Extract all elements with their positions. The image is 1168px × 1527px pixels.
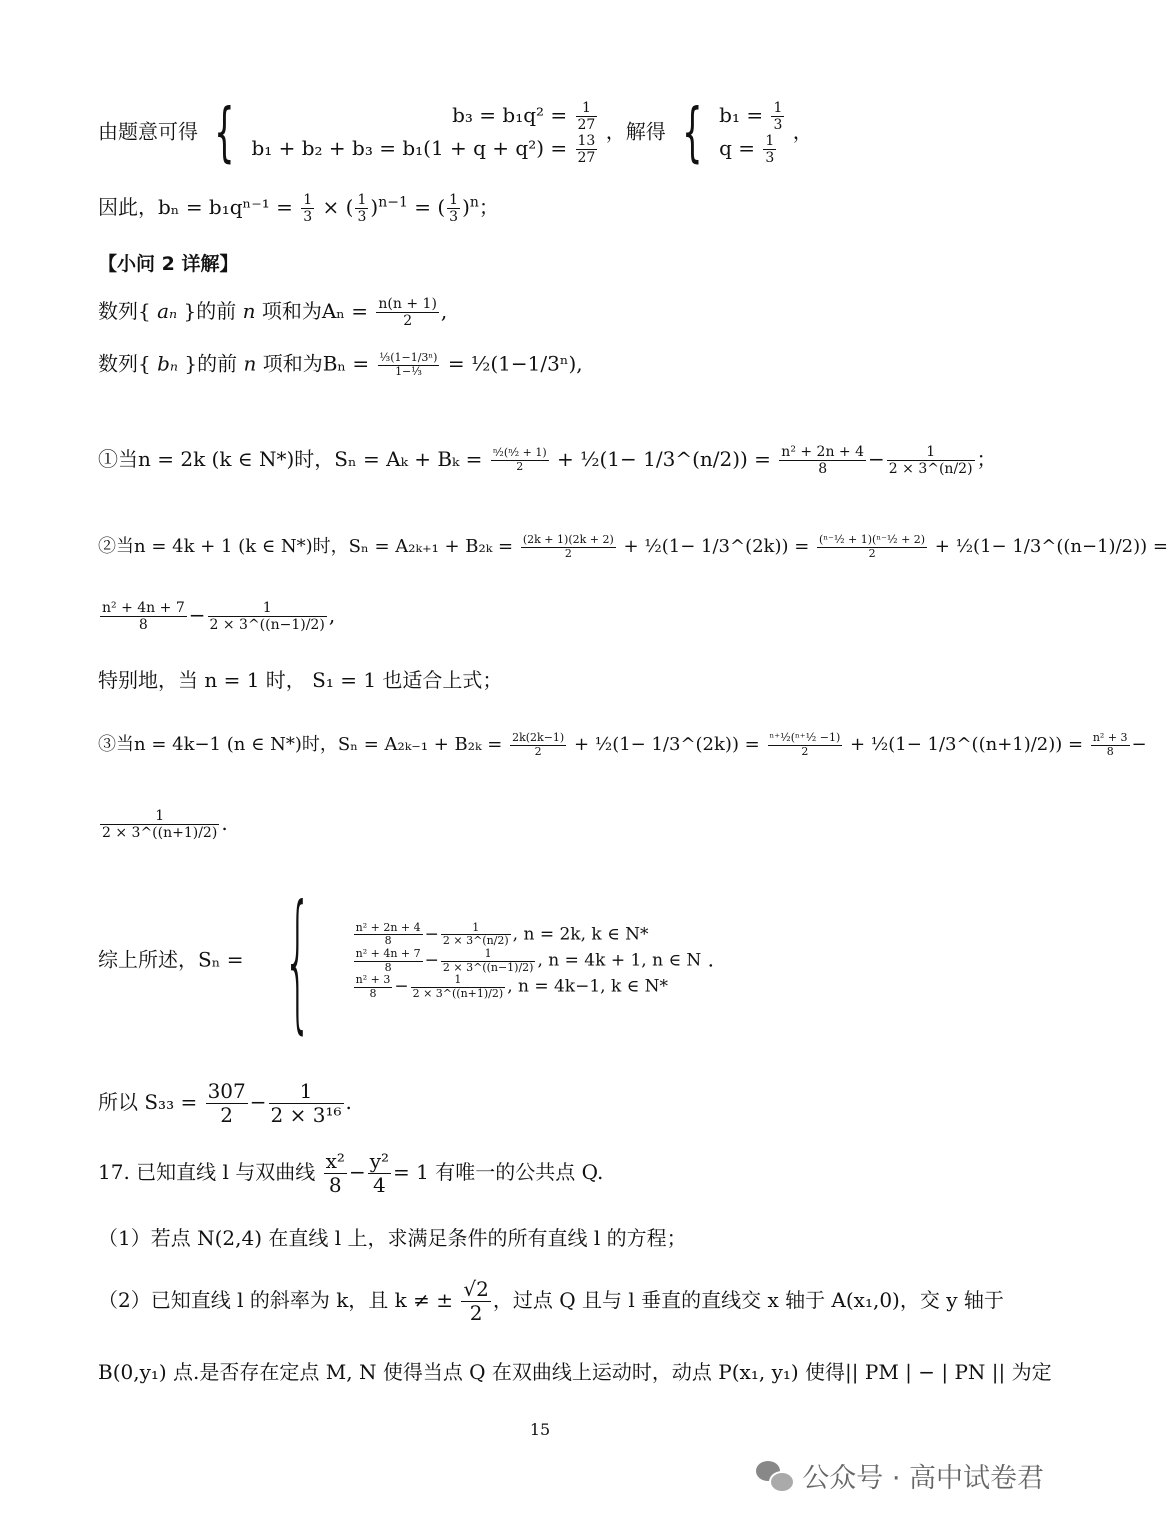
equation: b₁ + b₂ + b₃ = b₁(1 + q + q²) = xyxy=(251,136,574,161)
case2-line xyxy=(98,534,1168,560)
text: ，过点 Q 且与 l 垂直的直线交 x 轴于 A(x₁,0)，交 y 轴于 xyxy=(492,1288,1004,1312)
text: ， xyxy=(792,119,813,144)
special-case-line: 特别地，当 n = 1 时， S₁ = 1 也适合上式； xyxy=(98,668,503,692)
left-brace: { xyxy=(682,96,703,171)
text: 的前 xyxy=(197,351,238,376)
wechat-icon xyxy=(756,1459,794,1493)
fraction: $\frac{\text{n² + 4n + 7}}{8}$ xyxy=(355,946,421,974)
text: . xyxy=(707,947,715,972)
text: 由题意可得 xyxy=(98,119,198,144)
equation: ①当n = 2k (k ∈ N*)时，Sₙ = Aₖ + Bₖ = xyxy=(98,447,489,472)
fraction: $\frac{\text{n² + 3}}{8}$ xyxy=(355,973,391,1000)
operator: − xyxy=(348,1160,366,1184)
equation: ③当n = 4k−1 (n ∈ N*)时，Sₙ = A₂ₖ₋₁ + B₂ₖ = xyxy=(98,734,509,756)
condition: , n = 4k−1, k ∈ N* xyxy=(507,976,669,997)
fraction: $\frac{√2}{2}$ xyxy=(463,1277,489,1325)
fraction: $\frac{(2k + 1)(2k + 2)}{2}$ xyxy=(522,533,614,560)
equation: (1−1/3ⁿ) xyxy=(490,351,577,376)
fraction: $\frac{1}{3}$ xyxy=(449,192,459,226)
variable: aₙ xyxy=(157,299,178,324)
text: ； xyxy=(976,447,997,472)
operator: = xyxy=(441,351,471,376)
equation: 所以 S₃₃ = xyxy=(98,1090,204,1114)
text: 17. 已知直线 l 与双曲线 xyxy=(98,1160,322,1184)
left-brace: { xyxy=(214,96,235,171)
text: . xyxy=(345,1090,352,1114)
case2-result-line xyxy=(98,600,335,633)
variable: n xyxy=(242,299,256,324)
equation-system xyxy=(251,100,599,166)
fraction: $\frac{2k(2k-1)}{2}$ xyxy=(512,731,565,758)
text: 数列 xyxy=(98,351,138,376)
fraction: $\frac{1}{2 \times 3\^{}((n-1)/2)}$ xyxy=(442,946,534,974)
solution-system xyxy=(719,100,786,166)
equation: bₙ = b₁qⁿ⁻¹ = xyxy=(158,195,300,220)
operator: = xyxy=(407,195,438,220)
s33-line xyxy=(98,1080,352,1127)
watermark xyxy=(756,1456,1044,1495)
text: 因此， xyxy=(98,195,158,220)
text: 的前 xyxy=(196,299,237,324)
text: , xyxy=(328,603,336,628)
condition: , n = 2k, k ∈ N* xyxy=(512,924,649,945)
equation: b₁ = xyxy=(719,103,770,128)
fraction: $\frac{\text{y²}}{4}$ xyxy=(369,1149,390,1197)
text: （2）已知直线 l 的斜率为 k，且 k ≠ ± xyxy=(98,1288,460,1312)
fraction: $\frac{1}{3}$ xyxy=(765,133,775,167)
problem-17-part1: （1）若点 N(2,4) 在直线 l 上，求满足条件的所有直线 l 的方程； xyxy=(98,1226,687,1250)
left-brace: { xyxy=(283,874,312,1048)
equation: q = xyxy=(719,136,762,161)
fraction: $\frac{\text{n² + 2n + 4}}{8}$ xyxy=(355,920,421,948)
text: . xyxy=(221,811,228,836)
bn-sum-line: 数列{ bₙ }的前 n 项和为Bₙ = $\frac{\text{⅓(1−1/3ⁿ)}}{\text{1−⅓}}$ = ½(1−1/3ⁿ), xyxy=(98,351,583,378)
text: 数列 xyxy=(98,299,138,324)
fraction: $\frac{1}{3}$ xyxy=(303,192,313,226)
fraction: $\frac{\text{ⁿ⁄₂(ⁿ⁄₂ + 1)}}{2}$ xyxy=(492,446,547,474)
text: = 1 有唯一的公共点 Q. xyxy=(393,1160,604,1184)
case-row: $\frac{\text{n² + 4n + 7}}{8}$ − $\frac{1}{2 \times 3\^{}((n-1)/2)}$ , n = 4k + 1, n ∈ N xyxy=(355,946,702,974)
exponent: n−1 xyxy=(378,194,408,211)
an-sum-line: 数列{ aₙ }的前 n 项和为Aₙ = $\frac{n(n + 1)}{2}$ , xyxy=(98,296,448,330)
case3-tail-line xyxy=(98,808,228,841)
piecewise-cases xyxy=(352,922,702,1001)
text: 项和为 xyxy=(262,351,323,376)
eq-system-line xyxy=(98,96,813,171)
fraction: $\frac{1}{2 \times 3\^{}((n+1)/2)}$ xyxy=(412,973,504,1000)
fraction: $\frac{1}{2 \times 3\^{}((n+1)/2)}$ xyxy=(102,808,218,842)
fraction: $\frac{1}{2 \times 3\^{}(n/2)}$ xyxy=(442,920,509,948)
equation: + ½(1− 1/3^(2k)) = xyxy=(568,734,766,756)
problem-17-part2 xyxy=(98,1278,1004,1325)
equation: + ½(1− 1/3^((n+1)/2)) = xyxy=(844,734,1089,756)
variable: n xyxy=(243,351,257,376)
equation: Sₙ = xyxy=(198,947,250,972)
fraction: $\frac{\text{x²}}{8}$ xyxy=(325,1149,345,1197)
equation: Aₙ = xyxy=(321,299,375,324)
fraction: $\frac{\text{n² + 2n + 4}}{8}$ xyxy=(781,444,865,478)
fraction: $\frac{1}{2 \times 3\^{}((n-1)/2)}$ xyxy=(209,600,325,634)
half: ½ xyxy=(470,351,491,376)
fraction: $\frac{1}{2 \times 3\^{}(n/2)}$ xyxy=(888,444,973,478)
fraction: $\frac{1}{3}$ xyxy=(357,192,367,226)
fraction: $\frac{1}{\text{2 × 3¹⁶}}$ xyxy=(270,1079,342,1127)
exponent: n xyxy=(469,194,479,211)
equation: + ½(1− 1/3^(2k)) = xyxy=(617,536,816,558)
operator: − xyxy=(1131,734,1147,756)
fraction: $\frac{\text{ⁿ⁺¹⁄₂(ⁿ⁺¹⁄₂ −1)}}{2}$ xyxy=(769,731,841,758)
equation: ②当n = 4k + 1 (k ∈ N*)时，Sₙ = A₂ₖ₊₁ + B₂ₖ = xyxy=(98,536,519,558)
watermark-text: 公众号 · 高中试卷君 xyxy=(802,1463,1044,1494)
case-row: $\frac{\text{n² + 3}}{8}$ − $\frac{1}{2 \times 3\^{}((n+1)/2)}$ , n = 4k−1, k ∈ N* xyxy=(355,973,669,1000)
operator: − xyxy=(868,447,885,472)
case-row: $\frac{\text{n² + 2n + 4}}{8}$ − $\frac{1}{2 \times 3\^{}(n/2)}$ , n = 2k, k ∈ N* xyxy=(355,920,649,948)
operator: × xyxy=(316,195,346,220)
text: , xyxy=(576,351,583,376)
equation: + ½(1− 1/3^((n−1)/2)) = xyxy=(929,536,1168,558)
text: 综上所述， xyxy=(98,947,198,972)
equation: + ½(1− 1/3^(n/2)) = xyxy=(550,447,778,472)
case1-line xyxy=(98,444,997,477)
problem-17-stem xyxy=(98,1150,603,1197)
fraction: $\frac{n(n + 1)}{2}$ xyxy=(378,296,437,330)
fraction: $\frac{1}{27}$ xyxy=(577,100,596,134)
equation: Bₙ = xyxy=(322,351,376,376)
section-heading: 【小问 2 详解】 xyxy=(98,253,239,275)
fraction: $\frac{1}{3}$ xyxy=(773,100,783,134)
text: ，解得 xyxy=(605,119,666,144)
problem-17-part2-cont: B(0,y₁) 点.是否存在定点 M, N 使得当点 Q 在双曲线上运动时，动点 P(x₁, y₁) 使得|| PM | − | PN || 为定 xyxy=(98,1360,1052,1384)
text: 项和为 xyxy=(261,299,322,324)
summary-piecewise xyxy=(98,874,715,1048)
operator: − xyxy=(249,1090,267,1114)
condition: , n = 4k + 1, n ∈ N xyxy=(537,950,702,971)
page-number: 15 xyxy=(529,1420,551,1439)
case3-line xyxy=(98,732,1147,758)
text: ； xyxy=(478,195,499,220)
fraction: $\frac{13}{27}$ xyxy=(577,133,596,167)
fraction: $\frac{\text{n² + 4n + 7}}{8}$ xyxy=(102,600,185,634)
text: , xyxy=(440,299,448,324)
fraction: $\frac{\text{n² + 3}}{8}$ xyxy=(1092,731,1128,758)
operator: − xyxy=(188,603,206,628)
equation: b₃ = b₁q² = xyxy=(452,103,574,128)
fraction: $\frac{\text{(ⁿ⁻¹⁄₂ + 1)(ⁿ⁻¹⁄₂ + 2)}}{2}$ xyxy=(819,533,926,560)
variable: bₙ xyxy=(157,351,179,376)
bn-formula-line: 因此，bₙ = b₁qⁿ⁻¹ = $\frac{1}{3}$ × ( $\frac{1}{3}$ )$^{n-1}$ = ( $\frac{1}{3}$ )$^n$； xyxy=(98,192,499,226)
fraction: $\frac{\text{⅓(1−1/3ⁿ)}}{\text{1−⅓}}$ xyxy=(379,351,438,378)
fraction: $\frac{307}{2}$ xyxy=(207,1079,246,1127)
